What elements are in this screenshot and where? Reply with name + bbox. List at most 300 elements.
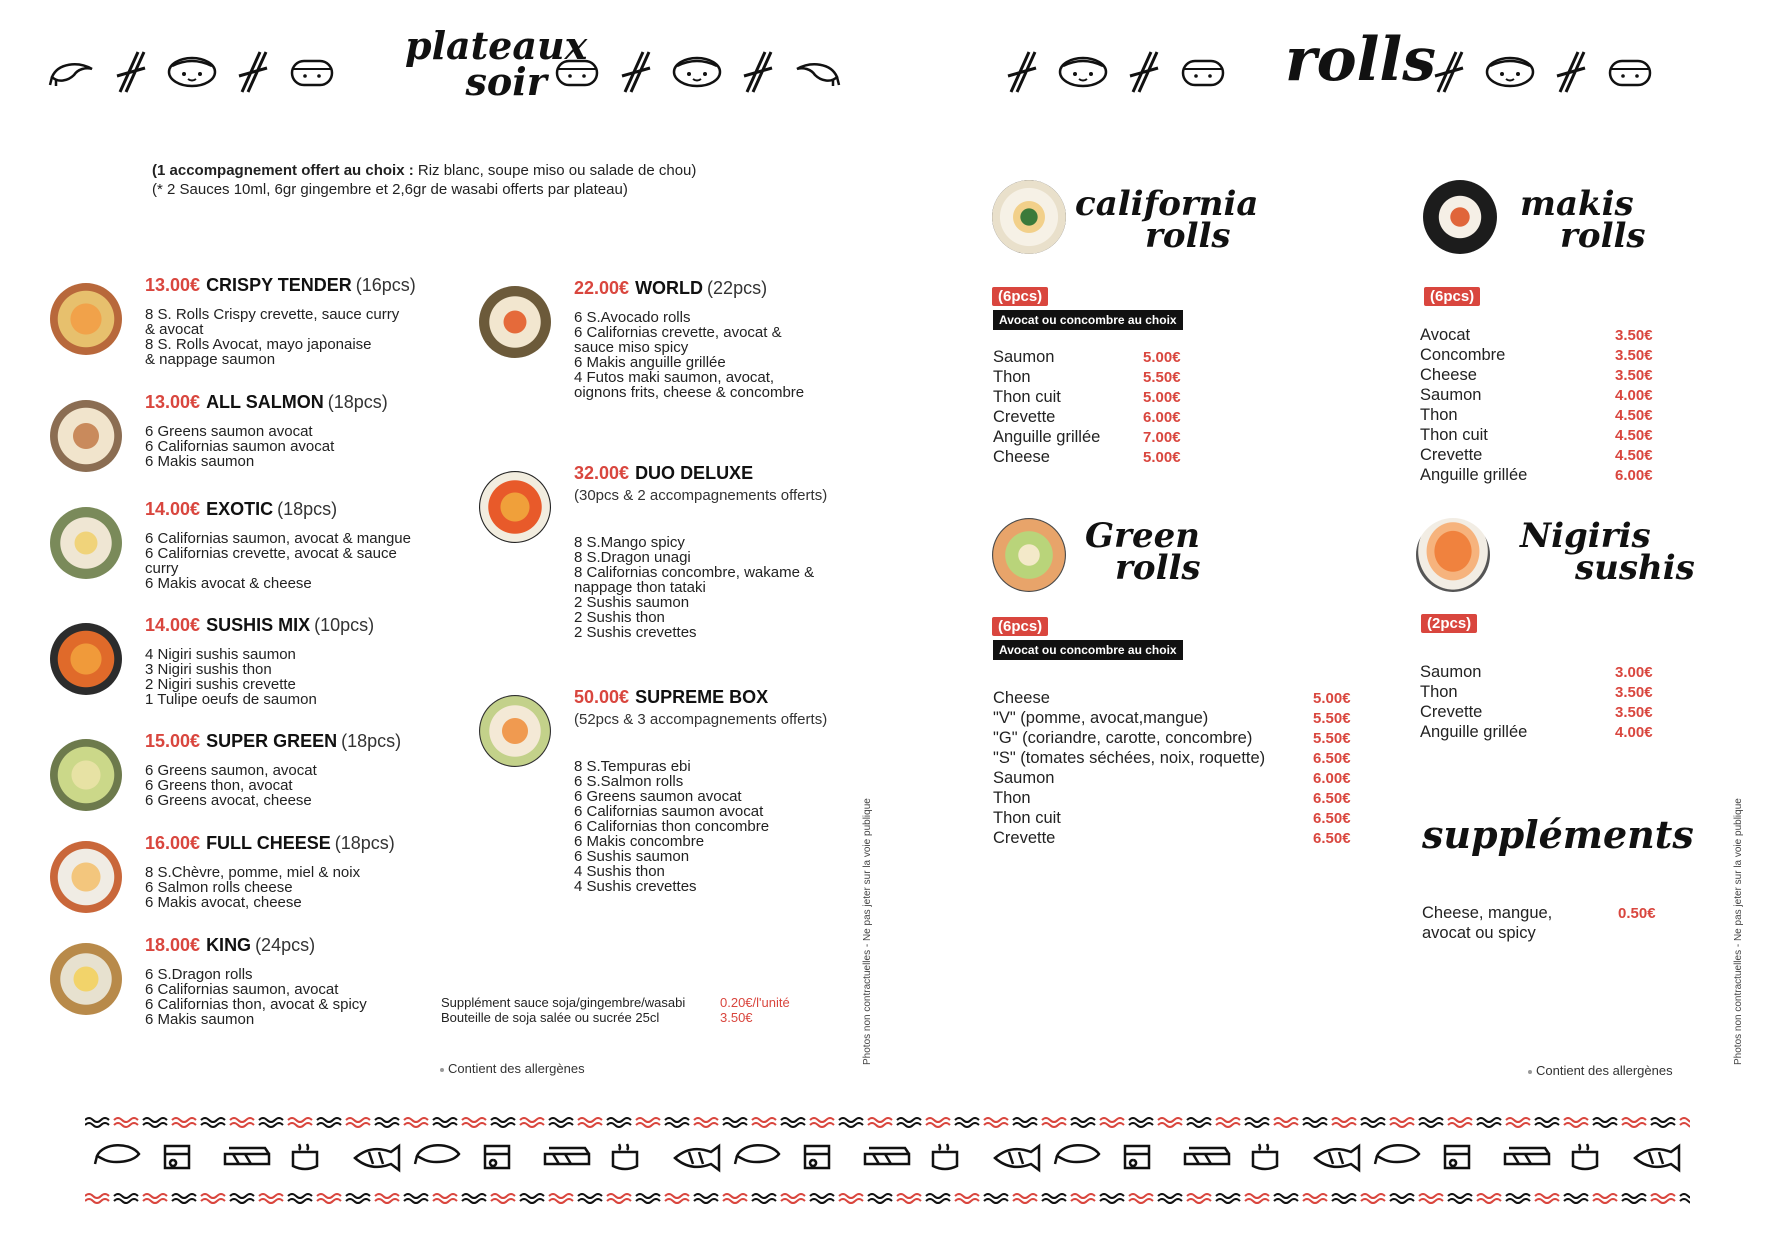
item-price: 4.50€	[1615, 427, 1653, 444]
price-row	[993, 367, 1181, 387]
plateau-content-line: oignons frits, cheese & concombre	[574, 384, 805, 401]
plateau-contents	[145, 967, 367, 1027]
chopsticks-icon	[114, 48, 148, 96]
plateau-photo	[50, 507, 122, 579]
price-row	[1420, 345, 1653, 365]
plateau-name: SUSHIS MIX	[206, 615, 311, 635]
plateau-contents	[145, 424, 334, 469]
plateau-content-line: 6 Californias crevette, avocat & sauce	[145, 545, 397, 562]
vertical-note-left: Photos non contractuelles - Ne pas jeter sur la voie publique	[862, 798, 873, 1065]
item-name: "S" (tomates séchées, noix, roquette)	[993, 749, 1266, 767]
allergen-dot	[1528, 1070, 1532, 1074]
item-price: 5.00€	[1143, 389, 1181, 406]
sushi-face-icon	[1057, 54, 1109, 90]
plateau-content-line: 6 Salmon rolls cheese	[145, 879, 293, 896]
wave-icon	[868, 1118, 892, 1127]
cup-icon	[613, 1144, 637, 1169]
wave-icon	[1274, 1118, 1298, 1127]
plateau-content-line: 4 Sushis crevettes	[574, 878, 697, 895]
cup-icon	[1253, 1144, 1277, 1169]
sushi-face-icon	[1179, 55, 1227, 89]
plateau-content-line: 2 Sushis crevettes	[574, 624, 697, 641]
plateau-content-line: nappage thon tataki	[574, 579, 706, 596]
plateau-heading	[145, 499, 337, 520]
sushi-face-icon	[671, 54, 723, 90]
item-name: Crevette	[993, 408, 1056, 426]
rolls-title: rolls	[1285, 25, 1436, 95]
makis-title-line2: rolls	[1560, 216, 1646, 256]
wave-icon	[317, 1194, 341, 1203]
item-price: 6.50€	[1313, 750, 1351, 767]
wave-icon	[1680, 1194, 1690, 1203]
item-price: 6.50€	[1313, 810, 1351, 827]
plateau-contents	[574, 759, 769, 894]
chopsticks-icon	[619, 48, 653, 96]
wave-icon	[984, 1118, 1008, 1127]
price-row	[1420, 445, 1653, 465]
item-price: 6.50€	[1313, 830, 1351, 847]
wave-icon	[433, 1194, 457, 1203]
top-decoration-right-1	[1005, 48, 1227, 96]
wave-icon	[259, 1194, 283, 1203]
makis-title-line1: makis	[1520, 184, 1634, 224]
wave-icon	[810, 1194, 834, 1203]
plateau-content-line: 6 Californias crevette, avocat &	[574, 324, 782, 341]
supplements-line1: Cheese, mangue,	[1422, 904, 1553, 922]
chopsticks-icon	[1127, 48, 1161, 96]
top-decoration-center	[553, 48, 841, 96]
plateau-content-line: 6 Makis avocat & cheese	[145, 575, 312, 592]
fish-icon	[995, 1146, 1039, 1170]
wave-icon	[897, 1118, 921, 1127]
intro-rest: Riz blanc, soupe miso ou salade de chou)	[413, 162, 697, 179]
chopsticks-icon	[1432, 48, 1466, 96]
item-price: 4.00€	[1615, 387, 1653, 404]
plateau-price: 50.00€	[574, 687, 630, 707]
price-row	[1420, 682, 1653, 702]
wave-icon	[1303, 1194, 1327, 1203]
plateau-count: (18pcs)	[334, 833, 395, 853]
wave-icon	[665, 1194, 689, 1203]
wave-icon	[1477, 1118, 1501, 1127]
makis-pieces-tag: (6pcs)	[1424, 287, 1480, 306]
nigiris-price-list	[1420, 662, 1653, 742]
plateau-content-line: 6 Makis concombre	[574, 833, 705, 850]
item-price: 6.00€	[1313, 770, 1351, 787]
item-price: 7.00€	[1143, 429, 1181, 446]
plateau-content-line: 2 Sushis thon	[574, 609, 665, 626]
item-name: Cheese	[1420, 366, 1477, 384]
wave-icon	[404, 1194, 428, 1203]
vertical-note-right: Photos non contractuelles - Ne pas jeter sur la voie publique	[1733, 798, 1744, 1065]
plateaux-intro	[152, 161, 696, 199]
item-name: Saumon	[993, 769, 1055, 787]
plateau-name: FULL CHEESE	[206, 833, 331, 853]
nigiris-title-line1: Nigiris	[1520, 516, 1651, 556]
wave-icon	[375, 1194, 399, 1203]
plateau-name: DUO DELUXE	[635, 463, 754, 483]
plateau-content-line: 6 S.Dragon rolls	[145, 966, 253, 983]
wave-icon	[955, 1118, 979, 1127]
wave-icon	[607, 1118, 631, 1127]
price-row	[1420, 425, 1653, 445]
plateau-content-line: 8 Californias concombre, wakame &	[574, 564, 815, 581]
price-row	[993, 708, 1351, 728]
wave-icon	[1332, 1118, 1356, 1127]
green-pieces-tag: (6pcs)	[992, 617, 1048, 636]
top-decoration-right-2	[1432, 48, 1654, 96]
plateau-content-line: 8 S.Dragon unagi	[574, 549, 691, 566]
wave-icon	[694, 1118, 718, 1127]
plateau-content-line: 6 Californias saumon, avocat & mangue	[145, 530, 411, 547]
fish-icon	[1315, 1146, 1359, 1170]
california-price-list	[993, 347, 1181, 467]
wave-icon	[1013, 1118, 1037, 1127]
item-name: Thon	[1420, 683, 1458, 701]
wave-icon	[1100, 1118, 1124, 1127]
plateau-count: (22pcs)	[707, 278, 768, 298]
plateau-heading	[145, 392, 388, 413]
price-row	[1420, 662, 1653, 682]
wave-icon	[1129, 1118, 1153, 1127]
item-name: Thon	[993, 789, 1031, 807]
plateau-price: 13.00€	[145, 392, 201, 412]
item-price: 3.50€	[1615, 684, 1653, 701]
plateau-price: 18.00€	[145, 935, 201, 955]
plateau-price: 14.00€	[145, 499, 201, 519]
green-title	[1085, 516, 1201, 588]
item-name: Crevette	[1420, 446, 1483, 464]
wave-icon	[317, 1118, 341, 1127]
plateau-name: SUPREME BOX	[635, 687, 769, 707]
supplement-2-price: 3.50€	[720, 1010, 753, 1025]
plateau-content-line: 4 Sushis thon	[574, 863, 665, 880]
plateau-photo	[50, 623, 122, 695]
item-name: Thon cuit	[993, 809, 1061, 827]
wave-icon	[375, 1118, 399, 1127]
wave-icon	[1274, 1194, 1298, 1203]
plateau-heading	[574, 463, 753, 484]
plateau-contents	[145, 307, 399, 367]
item-name: "G" (coriandre, carotte, concombre)	[993, 729, 1253, 747]
price-row	[993, 768, 1351, 788]
price-row	[1420, 385, 1653, 405]
plateau-content-line: 6 Greens avocat, cheese	[145, 792, 312, 809]
item-price: 5.50€	[1313, 710, 1351, 727]
wave-icon	[1245, 1194, 1269, 1203]
intro-bold: (1 accompagnement offert au choix :	[152, 162, 414, 179]
plateau-photo	[479, 286, 551, 358]
plateau-content-line: 6 Californias thon, avocat & spicy	[145, 996, 367, 1013]
sushi-face-icon	[553, 55, 601, 89]
green-roll-photo	[992, 518, 1066, 592]
item-name: Saumon	[993, 348, 1055, 366]
sushi-icon	[805, 1146, 829, 1168]
wave-icon	[1535, 1118, 1559, 1127]
wave-icon	[1100, 1194, 1124, 1203]
wave-icon	[549, 1118, 573, 1127]
wave-icon	[1361, 1118, 1385, 1127]
chopsticks-icon	[1554, 48, 1588, 96]
wave-icon	[1303, 1118, 1327, 1127]
plateau-content-line: 4 Nigiri sushis saumon	[145, 646, 296, 663]
wave-icon	[839, 1118, 863, 1127]
wave-icon	[1622, 1118, 1646, 1127]
wave-icon	[810, 1118, 834, 1127]
nigiris-title-line2: sushis	[1575, 548, 1695, 588]
plateau-photo	[50, 841, 122, 913]
plateau-contents	[145, 647, 317, 707]
plateau-heading	[145, 833, 395, 854]
wave-icon	[1361, 1194, 1385, 1203]
plateau-content-line: 8 S. Rolls Crispy crevette, sauce curry	[145, 306, 400, 323]
item-name: Cheese	[993, 448, 1050, 466]
wave-icon	[1042, 1118, 1066, 1127]
plateau-contents	[145, 531, 411, 591]
item-price: 5.00€	[1143, 449, 1181, 466]
wave-icon	[288, 1194, 312, 1203]
wave-icon	[520, 1118, 544, 1127]
allergen-dot	[440, 1068, 444, 1072]
wave-icon	[1158, 1194, 1182, 1203]
price-row	[1420, 465, 1653, 485]
item-name: Crevette	[1420, 703, 1483, 721]
wave-icon	[1564, 1118, 1588, 1127]
plateau-content-line: 8 S.Mango spicy	[574, 534, 685, 551]
plateau-heading	[145, 275, 416, 296]
item-price: 3.50€	[1615, 347, 1653, 364]
plateau-name: SUPER GREEN	[206, 731, 338, 751]
plateau-heading	[574, 687, 768, 708]
wave-icon	[694, 1194, 718, 1203]
item-price: 4.50€	[1615, 407, 1653, 424]
plateau-content-line: 6 Californias saumon avocat	[145, 438, 335, 455]
plateau-name: EXOTIC	[206, 499, 274, 519]
wave-icon	[1622, 1194, 1646, 1203]
plateau-content-line: 1 Tulipe oeufs de saumon	[145, 691, 317, 708]
supplements-left	[441, 995, 685, 1025]
fish-slice-icon	[865, 1148, 909, 1164]
green-choice-bar: Avocat ou concombre au choix	[993, 640, 1183, 660]
plateau-name: WORLD	[635, 278, 704, 298]
price-row	[993, 748, 1351, 768]
california-choice-bar: Avocat ou concombre au choix	[993, 310, 1183, 330]
item-price: 5.50€	[1313, 730, 1351, 747]
shrimp-icon	[95, 1145, 139, 1164]
plateau-contents	[145, 763, 317, 808]
item-price: 3.50€	[1615, 367, 1653, 384]
plateau-subtitle: (52pcs & 3 accompagnements offerts)	[574, 711, 828, 728]
chopsticks-icon	[741, 48, 775, 96]
wave-icon	[201, 1118, 225, 1127]
sushi-icon	[1125, 1146, 1149, 1168]
fish-icon	[355, 1146, 399, 1170]
wave-icon	[549, 1194, 573, 1203]
allergen-note-left	[440, 1061, 585, 1076]
supplements-price: 0.50€	[1618, 905, 1656, 922]
makis-price-list	[1420, 325, 1653, 485]
shrimp-icon	[1055, 1145, 1099, 1164]
shrimp-icon	[1375, 1145, 1419, 1164]
price-row	[993, 387, 1181, 407]
plateau-content-line: 3 Nigiri sushis thon	[145, 661, 272, 678]
wave-icon	[172, 1118, 196, 1127]
plateau-photo	[50, 943, 122, 1015]
wave-icon	[926, 1118, 950, 1127]
supplements-line2: avocat ou spicy	[1422, 924, 1536, 942]
wave-icon	[897, 1194, 921, 1203]
wave-icon	[201, 1194, 225, 1203]
california-roll-photo	[992, 180, 1066, 254]
wave-icon	[143, 1194, 167, 1203]
wave-icon	[1506, 1194, 1530, 1203]
wave-icon	[143, 1118, 167, 1127]
cup-icon	[933, 1144, 957, 1169]
wave-icon	[955, 1194, 979, 1203]
plateau-content-line: 8 S.Tempuras ebi	[574, 758, 691, 775]
wave-icon	[636, 1118, 660, 1127]
sushi-face-icon	[1606, 55, 1654, 89]
plateau-content-line: 8 S.Chèvre, pomme, miel & noix	[145, 864, 361, 881]
plateau-content-line: 2 Nigiri sushis crevette	[145, 676, 296, 693]
plateau-contents	[574, 310, 804, 400]
sushi-icon	[485, 1146, 509, 1168]
wave-icon	[607, 1194, 631, 1203]
fish-icon	[1635, 1146, 1679, 1170]
california-title	[1075, 184, 1259, 256]
plateau-content-line: 6 Greens thon, avocat	[145, 777, 293, 794]
plateau-content-line: & avocat	[145, 321, 204, 338]
wave-icon	[1129, 1194, 1153, 1203]
wave-icon	[1187, 1194, 1211, 1203]
wave-icon	[404, 1118, 428, 1127]
wave-icon	[926, 1194, 950, 1203]
plateau-content-line: 6 Californias saumon, avocat	[145, 981, 339, 998]
price-row	[1420, 365, 1653, 385]
wave-icon	[259, 1118, 283, 1127]
wave-icon	[868, 1194, 892, 1203]
sushi-icon	[165, 1146, 189, 1168]
wave-icon	[839, 1194, 863, 1203]
price-row	[993, 427, 1181, 447]
plateau-content-line: 6 Greens saumon avocat	[574, 788, 742, 805]
supplement-1-price: 0.20€/l'unité	[720, 995, 790, 1010]
wave-icon	[1332, 1194, 1356, 1203]
plateau-content-line: curry	[145, 560, 179, 577]
california-pieces-tag: (6pcs)	[992, 287, 1048, 306]
price-row	[1420, 405, 1653, 425]
plateau-price: 22.00€	[574, 278, 630, 298]
plateau-count: (18pcs)	[341, 731, 402, 751]
plateau-price: 15.00€	[145, 731, 201, 751]
wave-icon	[433, 1118, 457, 1127]
wave-icon	[1390, 1118, 1414, 1127]
chopsticks-icon	[236, 48, 270, 96]
price-row	[993, 808, 1351, 828]
plateau-content-line: 4 Futos maki saumon, avocat,	[574, 369, 775, 386]
plateau-content-line: 6 Californias thon concombre	[574, 818, 770, 835]
item-name: Crevette	[993, 829, 1056, 847]
green-title-line2: rolls	[1115, 548, 1201, 588]
allergen-note-right	[1528, 1063, 1673, 1078]
supplement-1-label: Supplément sauce soja/gingembre/wasabi	[441, 995, 686, 1010]
item-name: Anguille grillée	[1420, 723, 1528, 741]
item-name: Saumon	[1420, 663, 1482, 681]
wave-icon	[1651, 1118, 1675, 1127]
green-title-line1: Green	[1085, 516, 1200, 556]
plateau-name: KING	[206, 935, 252, 955]
wave-icon	[85, 1194, 109, 1203]
plateau-subtitle: (30pcs & 2 accompagnements offerts)	[574, 487, 828, 504]
cup-icon	[1573, 1144, 1597, 1169]
fish-slice-icon	[225, 1148, 269, 1164]
makis-title	[1520, 184, 1646, 256]
nigiris-pieces-tag: (2pcs)	[1421, 614, 1477, 633]
plateau-heading	[145, 731, 401, 752]
plateau-price: 14.00€	[145, 615, 201, 635]
item-name: Anguille grillée	[1420, 466, 1528, 484]
fish-slice-icon	[1505, 1148, 1549, 1164]
wave-icon	[230, 1118, 254, 1127]
cup-icon	[293, 1144, 317, 1169]
plateau-content-line: 6 Sushis saumon	[574, 848, 690, 865]
wave-icon	[491, 1194, 515, 1203]
wave-icon	[578, 1118, 602, 1127]
allergen-note-text: Contient des allergènes	[448, 1061, 585, 1076]
sushi-face-icon	[288, 55, 336, 89]
item-price: 6.00€	[1615, 467, 1653, 484]
wave-icon	[1535, 1194, 1559, 1203]
item-price: 3.50€	[1615, 704, 1653, 721]
plateau-price: 32.00€	[574, 463, 630, 483]
wave-icon	[1651, 1194, 1675, 1203]
makis-roll-photo	[1423, 180, 1497, 254]
wave-icon	[1390, 1194, 1414, 1203]
item-name: Saumon	[1420, 386, 1482, 404]
price-row	[993, 447, 1181, 467]
wave-icon	[114, 1118, 138, 1127]
plateau-content-line: 6 Makis anguille grillée	[574, 354, 726, 371]
plateau-content-line: & nappage saumon	[145, 351, 276, 368]
item-price: 3.00€	[1615, 664, 1653, 681]
wave-icon	[346, 1194, 370, 1203]
item-price: 4.00€	[1615, 724, 1653, 741]
wave-icon	[1013, 1194, 1037, 1203]
wave-icon	[85, 1118, 109, 1127]
sushi-face-icon	[166, 54, 218, 90]
fish-slice-icon	[1185, 1148, 1229, 1164]
price-row	[993, 407, 1181, 427]
wave-icon	[346, 1118, 370, 1127]
wave-icon	[1158, 1118, 1182, 1127]
plateaux-title-line2: soir	[465, 59, 547, 104]
wave-icon	[462, 1194, 486, 1203]
item-price: 4.50€	[1615, 447, 1653, 464]
plateau-photo	[479, 695, 551, 767]
wave-icon	[781, 1194, 805, 1203]
wave-icon	[723, 1194, 747, 1203]
wave-icon	[665, 1118, 689, 1127]
wave-icon	[723, 1118, 747, 1127]
wave-icon	[578, 1194, 602, 1203]
price-row	[993, 728, 1351, 748]
item-name: Avocat	[1420, 326, 1471, 344]
wave-icon	[520, 1194, 544, 1203]
wave-icon	[1564, 1194, 1588, 1203]
plateau-content-line: 6 Makis saumon	[145, 453, 255, 470]
plateau-contents	[145, 865, 360, 910]
allergen-note-text: Contient des allergènes	[1536, 1063, 1673, 1078]
